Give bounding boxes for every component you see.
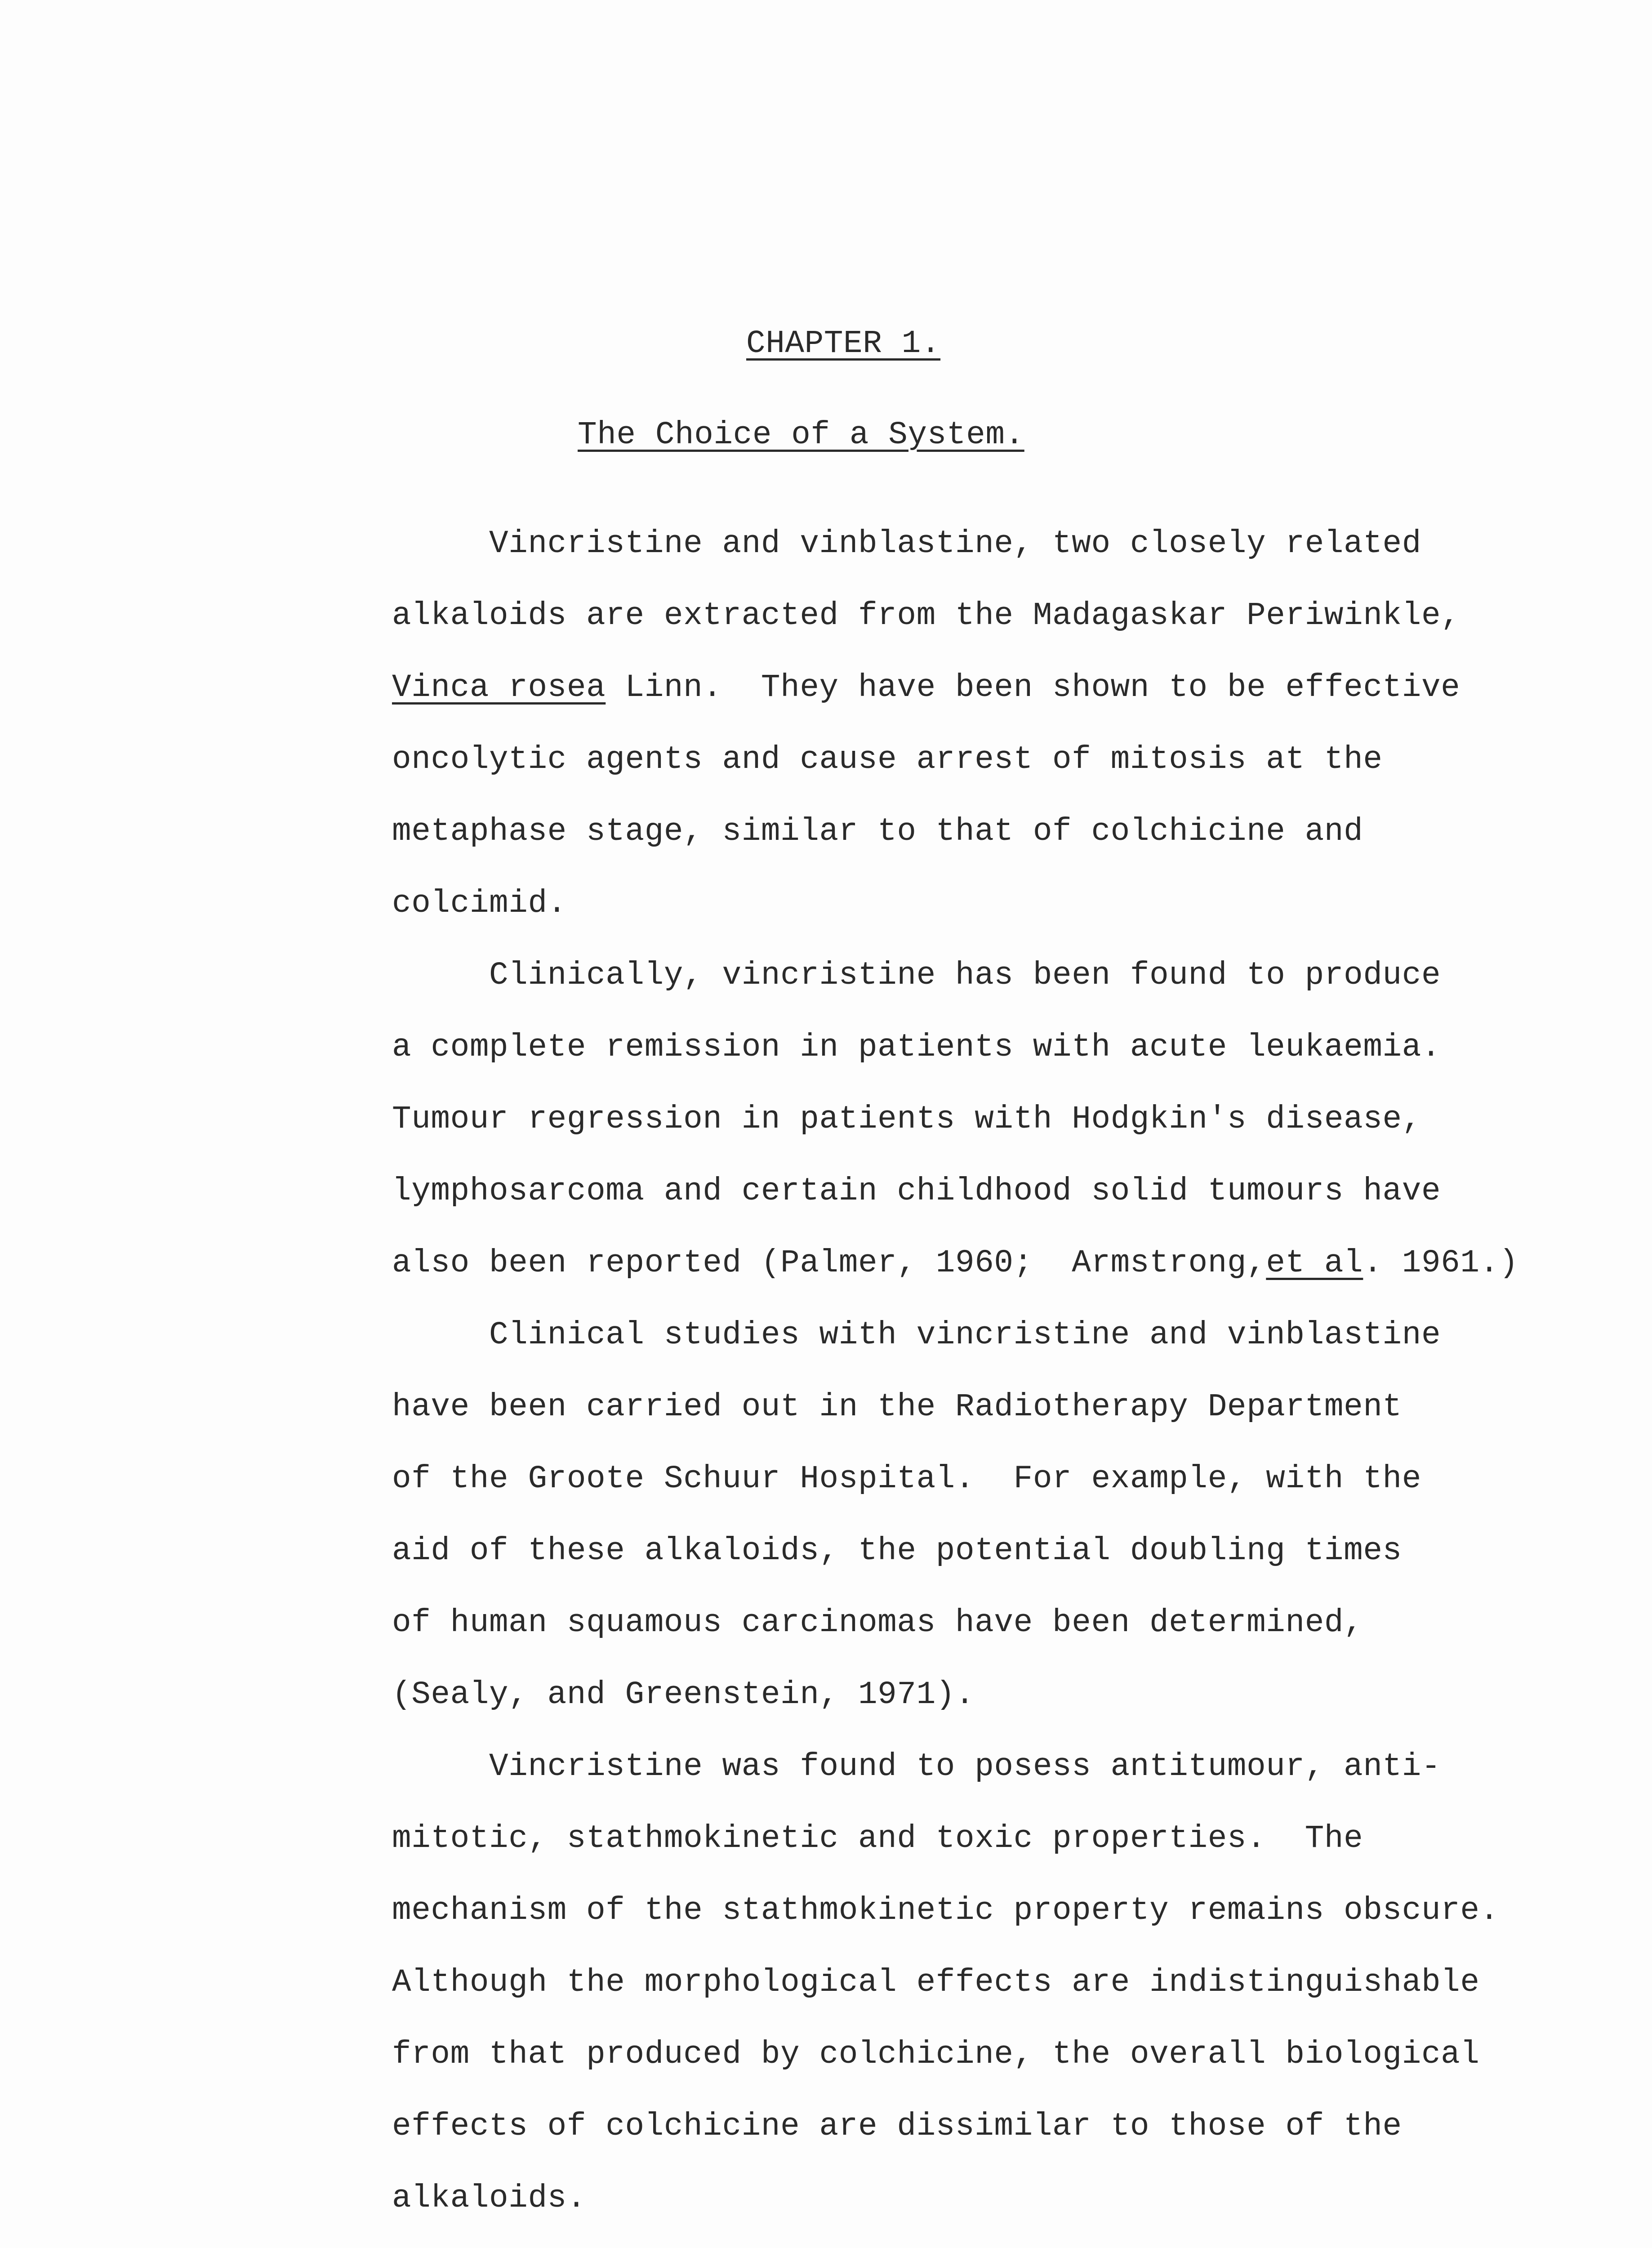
body-line: mechanism of the stathmokinetic property remains obscure.	[392, 1893, 1499, 1929]
body-line: Vincristine and vinblastine, two closely related	[392, 526, 1421, 562]
body-line: metaphase stage, similar to that of colchicine and	[392, 814, 1363, 850]
body-line: Vincristine was found to posess antitumour, anti-	[392, 1749, 1441, 1785]
body-line: (Sealy, and Greenstein, 1971).	[392, 1677, 975, 1713]
body-line: of human squamous carcinomas have been determined,	[392, 1605, 1363, 1641]
body-line: a complete remission in patients with acute leukaemia.	[392, 1030, 1441, 1066]
species-name: Vinca rosea	[392, 670, 606, 706]
body-line: Clinically, vincristine has been found to produce	[392, 958, 1441, 994]
body-line: lymphosarcoma and certain childhood solid tumours have	[392, 1173, 1441, 1209]
body-text: also been reported (Palmer, 1960; Armstrong,	[392, 1245, 1266, 1281]
body-line: Clinical studies with vincristine and vinblastine	[392, 1317, 1441, 1353]
citation-et-al: et al	[1266, 1245, 1363, 1281]
body-line: effects of colchicine are dissimilar to those of the	[392, 2109, 1402, 2145]
body-line: of the Groote Schuur Hospital. For example, with the	[392, 1461, 1421, 1497]
body-line: oncolytic agents and cause arrest of mitosis at the	[392, 742, 1383, 778]
body-text: Linn. They have been shown to be effective	[606, 670, 1461, 706]
chapter-title: The Choice of a System.	[578, 417, 1024, 453]
body-line: have been carried out in the Radiotherapy Department	[392, 1389, 1402, 1425]
body-line: from that produced by colchicine, the overall biological	[392, 2037, 1480, 2073]
body-line: colcimid.	[392, 886, 567, 922]
body-line: Although the morphological effects are indistinguishable	[392, 1965, 1480, 2001]
chapter-heading: CHAPTER 1.	[746, 326, 941, 362]
body-text: . 1961.)	[1363, 1245, 1519, 1281]
body-line: mitotic, stathmokinetic and toxic properties. The	[392, 1821, 1363, 1857]
body-line: Tumour regression in patients with Hodgkin's disease,	[392, 1102, 1421, 1137]
body-line: aid of these alkaloids, the potential doubling times	[392, 1533, 1402, 1569]
body-line	[392, 1241, 1518, 1286]
body-line: alkaloids.	[392, 2181, 587, 2217]
body-line: alkaloids are extracted from the Madagaskar Periwinkle,	[392, 598, 1461, 634]
body-line	[392, 665, 1460, 710]
